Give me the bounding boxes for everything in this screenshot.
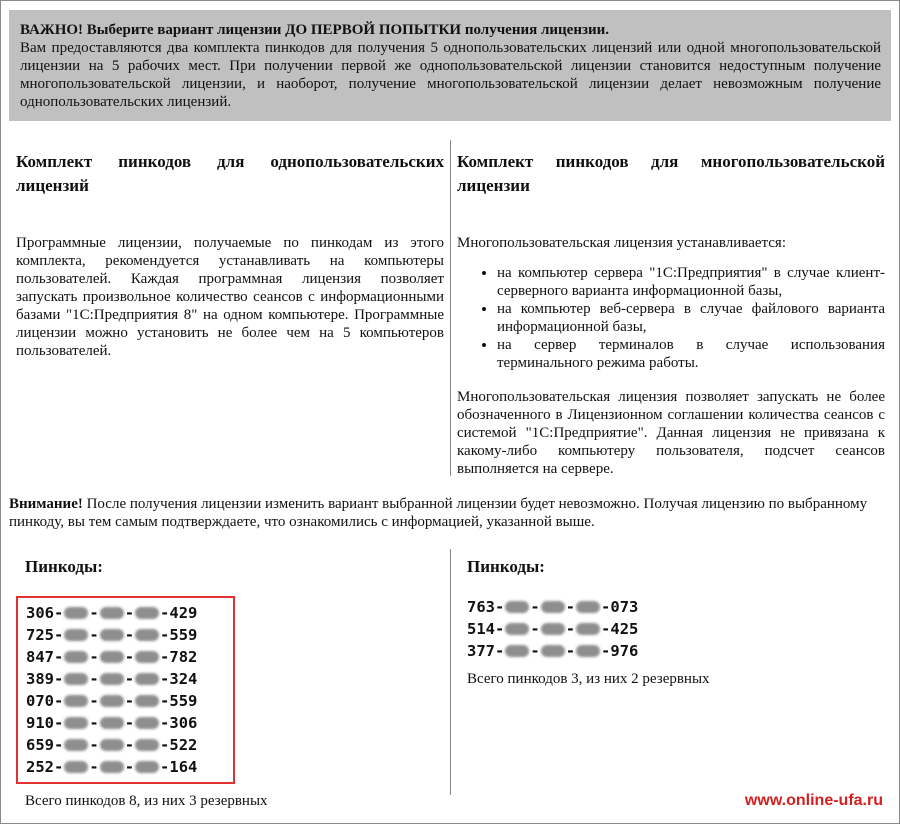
pin-separator: - [54, 692, 64, 710]
pin-separator: - [160, 670, 170, 688]
single-user-pins [16, 556, 268, 810]
multi-user-details: Многопользовательская лицензия позволяет запускать не более обозначенного в Лицензионном соглашении количества сеансов с системой "1С:Предприятие". Данная лицензия не привязана к какому-либо компьютеру пользователя, подсчет сеансов выполняется на сервере. [457, 389, 885, 477]
pin-separator: - [601, 620, 611, 638]
pin-separator: - [89, 758, 99, 776]
redacted-segment [135, 739, 159, 751]
redacted-segment [135, 717, 159, 729]
pin-end: 429 [169, 604, 198, 622]
pin-end: 559 [169, 626, 198, 644]
multi-user-column [457, 140, 885, 478]
pin-separator: - [124, 736, 135, 754]
pin-end: 976 [610, 642, 639, 660]
redacted-segment [135, 607, 159, 619]
pin-separator: - [495, 598, 505, 616]
pin-end: 073 [610, 598, 639, 616]
pin-separator: - [530, 598, 540, 616]
pins-summary: Всего пинкодов 3, из них 2 резервных [467, 671, 710, 687]
pin-code [26, 602, 225, 624]
pin-separator: - [54, 626, 64, 644]
pin-start: 763 [467, 598, 495, 616]
pin-end: 559 [169, 692, 198, 710]
list-item: • на компьютер сервера "1С:Предприятия" в случае клиент-серверного варианта информационной базы, [497, 264, 885, 300]
pin-code [467, 596, 710, 618]
pin-separator: - [160, 648, 170, 666]
pin-code [26, 646, 225, 668]
redacted-segment [135, 761, 159, 773]
pin-separator: - [124, 604, 135, 622]
multi-user-pins [467, 556, 710, 688]
redacted-segment [505, 601, 529, 613]
single-user-description: Программные лицензии, получаемые по пинкодам из этого комплекта, рекомендуется устанавливать на компьютеры пользователей. Каждая программная лицензия позволяет запускать произвольное количество сеансов с информационными базами "1С:Предприятия 8" на одном компьютере. Программные лицензии можно установить не более чем на 5 компьютеров пользователей. [16, 235, 444, 359]
single-user-heading: Комплект пинкодов для однопользовательских лицензий [16, 152, 444, 195]
pin-code [26, 668, 225, 690]
pin-separator: - [565, 642, 576, 660]
redacted-segment [135, 651, 159, 663]
pin-list-highlighted [16, 596, 235, 784]
pin-separator: - [54, 714, 64, 732]
pin-separator: - [124, 648, 135, 666]
pin-start: 252 [26, 758, 54, 776]
pin-list [467, 596, 710, 662]
redacted-segment [505, 645, 529, 657]
pin-separator: - [54, 604, 64, 622]
list-item: • на компьютер веб-сервера в случае файлового варианта информационной базы, [497, 300, 885, 336]
pin-separator: - [89, 714, 99, 732]
pin-separator: - [124, 692, 135, 710]
redacted-segment [64, 673, 88, 685]
pin-code [26, 624, 225, 646]
pin-separator: - [89, 692, 99, 710]
pin-start: 847 [26, 648, 54, 666]
pin-start: 389 [26, 670, 54, 688]
pin-separator: - [530, 642, 540, 660]
redacted-segment [100, 717, 124, 729]
pin-start: 659 [26, 736, 54, 754]
warning-body: После получения лицензии изменить вариант выбранной лицензии будет невозможно. Получая лицензию по выбранному пинкоду, вы тем самым подтверждаете, что ознакомились с информацией, указанной выше. [9, 496, 868, 530]
redacted-segment [576, 601, 600, 613]
pin-end: 425 [610, 620, 639, 638]
pin-separator: - [160, 714, 170, 732]
column-divider [450, 140, 451, 476]
redacted-segment [541, 623, 565, 635]
redacted-segment [100, 673, 124, 685]
redacted-segment [135, 673, 159, 685]
redacted-segment [135, 629, 159, 641]
multi-user-bullets [457, 264, 885, 372]
pin-code [26, 756, 225, 778]
pin-separator: - [89, 736, 99, 754]
pin-end: 782 [169, 648, 198, 666]
pin-code [26, 712, 225, 734]
pin-separator: - [160, 626, 170, 644]
pin-code [467, 640, 710, 662]
redacted-segment [135, 695, 159, 707]
redacted-segment [64, 695, 88, 707]
pin-separator: - [54, 758, 64, 776]
pin-start: 910 [26, 714, 54, 732]
redacted-segment [64, 651, 88, 663]
pin-separator: - [530, 620, 540, 638]
pin-start: 725 [26, 626, 54, 644]
pin-end: 324 [169, 670, 198, 688]
redacted-segment [64, 761, 88, 773]
notice-box [9, 10, 891, 121]
warning-label: Внимание! [9, 496, 83, 512]
pin-separator: - [601, 598, 611, 616]
pin-separator: - [160, 758, 170, 776]
pin-end: 522 [169, 736, 198, 754]
pin-code [26, 734, 225, 756]
pin-separator: - [54, 736, 64, 754]
pin-start: 377 [467, 642, 495, 660]
pin-separator: - [565, 620, 576, 638]
redacted-segment [100, 629, 124, 641]
notice-title: ВАЖНО! Выберите вариант лицензии ДО ПЕРВОЙ ПОПЫТКИ получения лицензии. [20, 22, 610, 38]
pin-separator: - [495, 620, 505, 638]
pin-end: 306 [169, 714, 198, 732]
pins-title: Пинкоды: [25, 557, 103, 576]
pin-separator: - [89, 604, 99, 622]
pins-divider [450, 549, 451, 795]
multi-user-intro: Многопользовательская лицензия устанавливается: [457, 235, 786, 251]
redacted-segment [100, 761, 124, 773]
pin-code [26, 690, 225, 712]
pin-start: 070 [26, 692, 54, 710]
pin-separator: - [124, 670, 135, 688]
pin-start: 514 [467, 620, 495, 638]
redacted-segment [541, 601, 565, 613]
redacted-segment [100, 695, 124, 707]
watermark: www.online-ufa.ru [744, 792, 883, 809]
redacted-segment [100, 607, 124, 619]
redacted-segment [64, 629, 88, 641]
warning-text [9, 495, 879, 531]
multi-user-heading: Комплект пинкодов для многопользовательской лицензии [457, 152, 885, 195]
pin-code [467, 618, 710, 640]
pin-separator: - [601, 642, 611, 660]
redacted-segment [64, 717, 88, 729]
redacted-segment [64, 607, 88, 619]
pin-separator: - [89, 648, 99, 666]
redacted-segment [100, 651, 124, 663]
pin-separator: - [54, 648, 64, 666]
pin-start: 306 [26, 604, 54, 622]
pin-separator: - [124, 714, 135, 732]
pin-separator: - [54, 670, 64, 688]
redacted-segment [100, 739, 124, 751]
pin-separator: - [495, 642, 505, 660]
pin-separator: - [565, 598, 576, 616]
list-item: • на сервер терминалов в случае использования терминального режима работы. [497, 336, 885, 372]
pin-separator: - [160, 692, 170, 710]
pin-separator: - [160, 736, 170, 754]
pin-separator: - [160, 604, 170, 622]
pins-title: Пинкоды: [467, 557, 545, 576]
redacted-segment [576, 623, 600, 635]
pin-end: 164 [169, 758, 198, 776]
pin-separator: - [89, 670, 99, 688]
pin-separator: - [89, 626, 99, 644]
redacted-segment [505, 623, 529, 635]
pin-separator: - [124, 626, 135, 644]
redacted-segment [576, 645, 600, 657]
redacted-segment [64, 739, 88, 751]
redacted-segment [541, 645, 565, 657]
pin-separator: - [124, 758, 135, 776]
pins-summary: Всего пинкодов 8, из них 3 резервных [25, 793, 268, 809]
notice-text: Вам предоставляются два комплекта пинкодов для получения 5 однопользовательских лицензий или одной многопользовательской лицензии на 5 рабочих мест. При получении первой же однопользовательской лицензии становится недоступным получение многопользовательской лицензии, и наоборот, получение многопользовательской лицензии делает невозможным получение однопользовательских лицензий. [20, 40, 881, 110]
single-user-column [16, 140, 444, 360]
